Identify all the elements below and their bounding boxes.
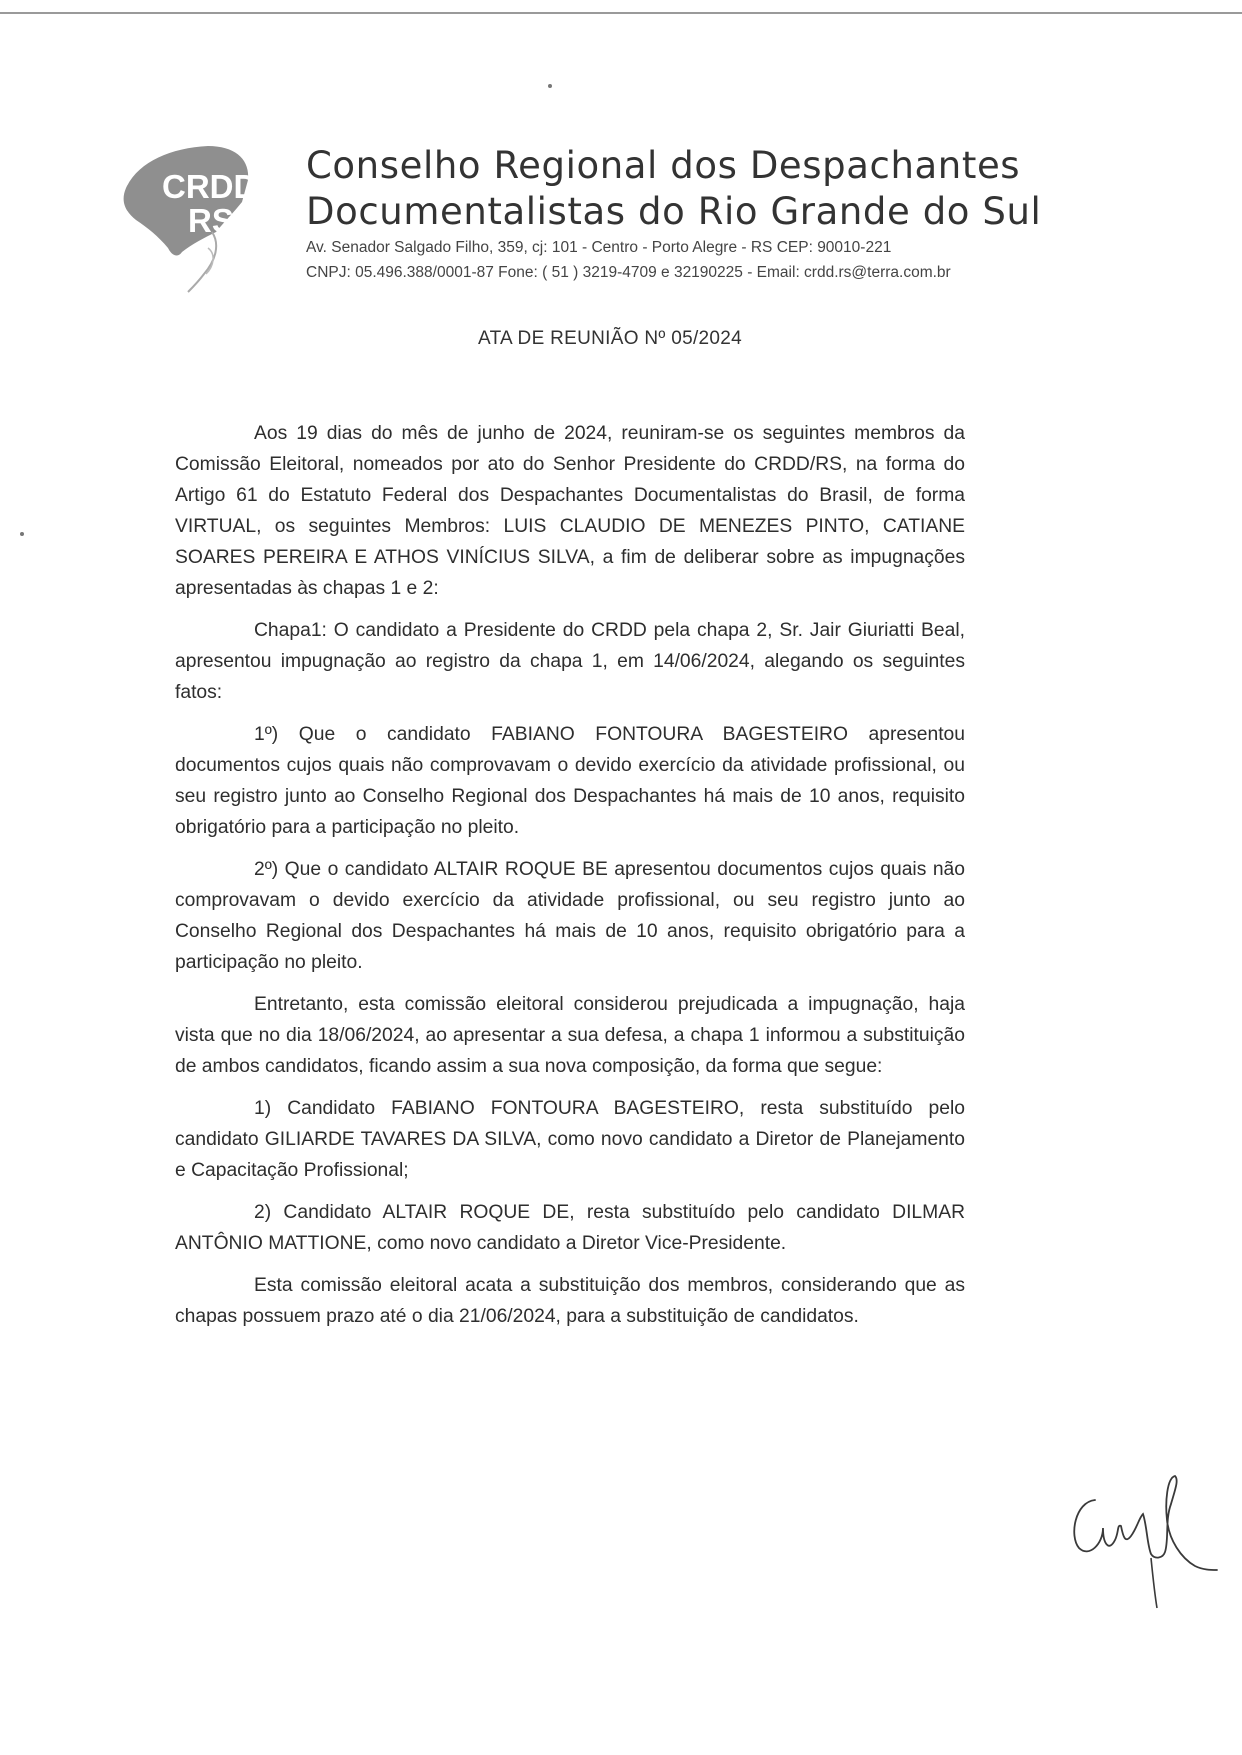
scan-speck [548, 84, 552, 88]
scan-speck [20, 532, 24, 536]
logo-text-rs: RS [188, 202, 234, 239]
contacts-line: CNPJ: 05.496.388/0001-87 Fone: ( 51 ) 3219-4709 e 32190225 - Email: crdd.rs@terra.com.br [306, 264, 951, 281]
logo-text-crdd: CRDD [162, 168, 258, 205]
paragraph: Esta comissão eleitoral acata a substituição dos membros, considerando que as chapas possuem prazo até o dia 21/06/2024, para a substituição de candidatos. [175, 1275, 965, 1327]
address-line: Av. Senador Salgado Filho, 359, cj: 101 - Centro - Porto Alegre - RS CEP: 90010-221 [306, 239, 892, 256]
paragraph: Aos 19 dias do mês de junho de 2024, reuniram-se os seguintes membros da Comissão Eleitoral, nomeados por ato do Senhor Presidente do CRDD/RS, na forma do Artigo 61 do Estatuto Federal dos Despachantes Documentalistas do Brasil, de forma VIRTUAL, os seguintes Membros: LUIS CLAUDIO DE MENEZES PINTO, CATIANE SOARES PEREIRA E ATHOS VINÍCIUS SILVA, a fim de deliberar sobre as impugnações apresentadas às chapas 1 e 2: [175, 423, 965, 599]
document-title: ATA DE REUNIÃO Nº 05/2024 [478, 328, 742, 349]
paragraph: 2º) Que o candidato ALTAIR ROQUE BE apresentou documentos cujos quais não comprovavam o devido exercício da atividade profissional, ou seu registro junto ao Conselho Regional dos Despachantes há mais de 10 anos, requisito obrigatório para a participação no pleito. [175, 859, 965, 973]
handwritten-signature [1055, 1440, 1225, 1620]
paragraph: 1) Candidato FABIANO FONTOURA BAGESTEIRO, resta substituído pelo candidato GILIARDE TAVARES DA SILVA, como novo candidato a Diretor de Planejamento e Capacitação Profissional; [175, 1098, 965, 1181]
org-name-line-1: Conselho Regional dos Despachantes [306, 144, 1021, 187]
paragraph: 1º) Que o candidato FABIANO FONTOURA BAGESTEIRO apresentou documentos cujos quais não comprovavam o devido exercício da atividade profissional, ou seu registro junto ao Conselho Regional dos Despachantes há mais de 10 anos, requisito obrigatório para a participação no pleito. [175, 724, 965, 838]
paragraph: Entretanto, esta comissão eleitoral considerou prejudicada a impugnação, haja vista que no dia 18/06/2024, ao apresentar a sua defesa, a chapa 1 informou a substituição de ambos candidatos, ficando assim a sua nova composição, da forma que segue: [175, 994, 965, 1077]
org-name-line-2: Documentalistas do Rio Grande do Sul [306, 190, 1042, 233]
organization-name [306, 143, 1042, 235]
paragraph: Chapa1: O candidato a Presidente do CRDD pela chapa 2, Sr. Jair Giuriatti Beal, apresentou impugnação ao registro da chapa 1, em 14/06/2024, alegando os seguintes fatos: [175, 620, 965, 703]
document-body [175, 418, 965, 1343]
paragraph: 2) Candidato ALTAIR ROQUE DE, resta substituído pelo candidato DILMAR ANTÔNIO MATTIONE, como novo candidato a Diretor Vice-Presidente. [175, 1202, 965, 1254]
crdd-logo [108, 140, 290, 300]
scan-top-edge [0, 12, 1242, 14]
organization-contact [306, 235, 1026, 285]
